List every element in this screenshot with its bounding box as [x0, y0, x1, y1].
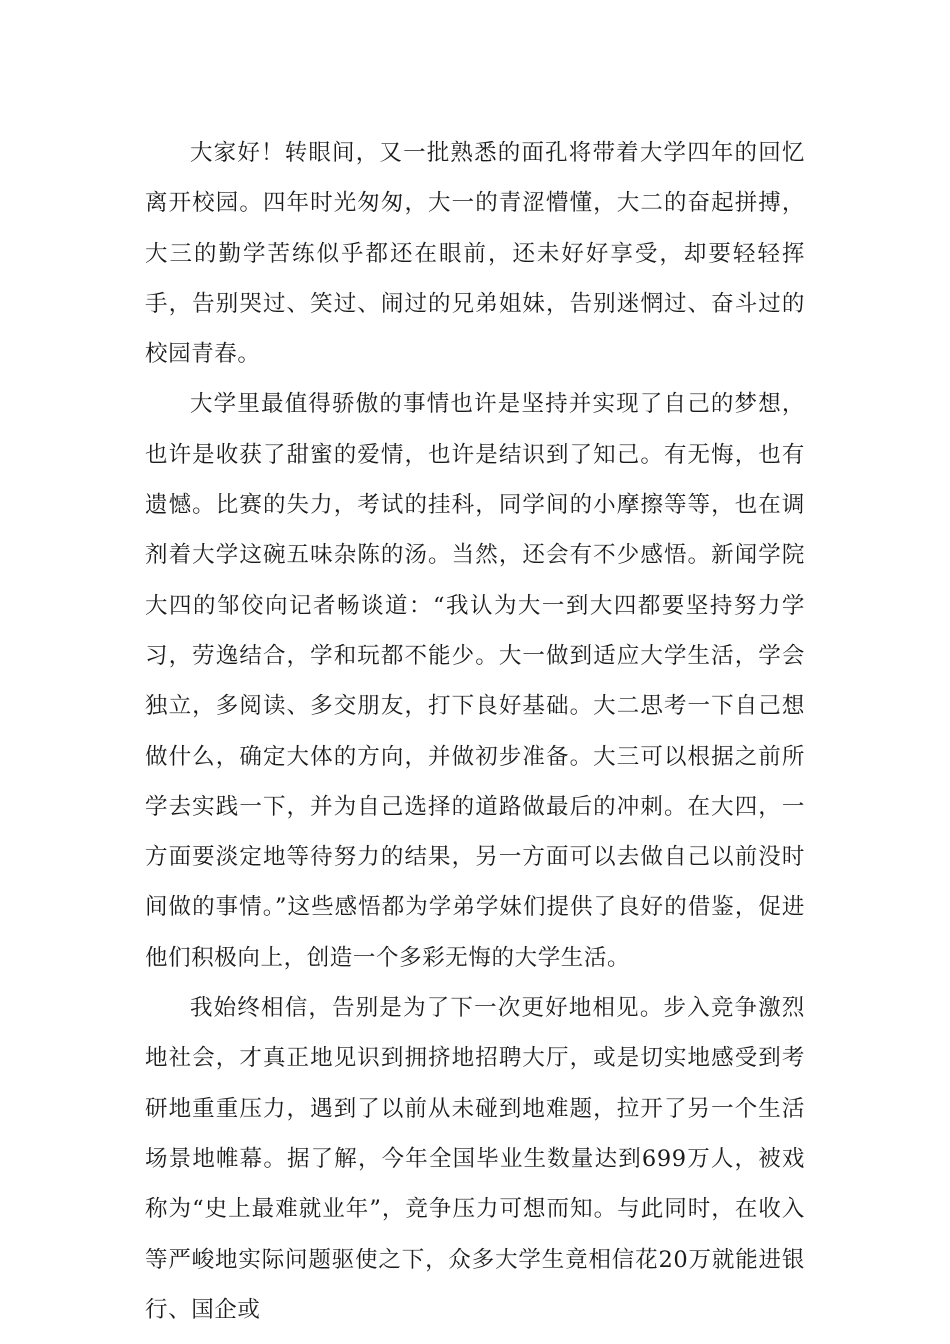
- paragraph-job-market: 我始终相信，告别是为了下一次更好地相见。步入竞争激烈地社会，才真正地见识到拥挤地招聘大厅，或是切实地感受到考研地重重压力，遇到了以前从未碰到地难题，拉开了另一个生活场景地帷幕。据了解，今年全国毕业生数量达到699万人，被戏称为“史上最难就业年”，竞争压力可想而知。与此同时，在收入等严峻地实际问题驱使之下，众多大学生竟相信花20万就能进银行、国企或: [145, 995, 805, 1323]
- paragraph-college-reflections: 大学里最值得骄傲的事情也许是坚持并实现了自己的梦想，也许是收获了甜蜜的爱情，也许是结识到了知己。有无悔，也有遗憾。比赛的失力，考试的挂科，同学间的小摩擦等等，也在调剂着大学这碗五味杂陈的汤。当然，还会有不少感悟。新闻学院大四的邹佼向记者畅谈道：“我认为大一到大四都要坚持努力学习，劳逸结合，学和玩都不能少。大一做到适应大学生活，学会独立，多阅读、多交朋友，打下良好基础。大二思考一下自己想做什么，确定大体的方向，并做初步准备。大三可以根据之前所学去实践一下，并为自己选择的道路做最后的冲刺。在大四，一方面要淡定地等待努力的结果，另一方面可以去做自己以前没时间做的事情。”这些感悟都为学弟学妹们提供了良好的借鉴，促进他们积极向上，创造一个多彩无悔的大学生活。: [145, 391, 805, 971]
- paragraph-farewell-intro: 大家好！转眼间，又一批熟悉的面孔将带着大学四年的回忆离开校园。四年时光匆匆，大一的青涩懵懂，大二的奋起拼搏，大三的勤学苦练似乎都还在眼前，还未好好享受，却要轻轻挥手，告别哭过、笑过、闹过的兄弟姐妹，告别迷惘过、奋斗过的校园青春。: [145, 140, 805, 368]
- document-body: [145, 128, 805, 1335]
